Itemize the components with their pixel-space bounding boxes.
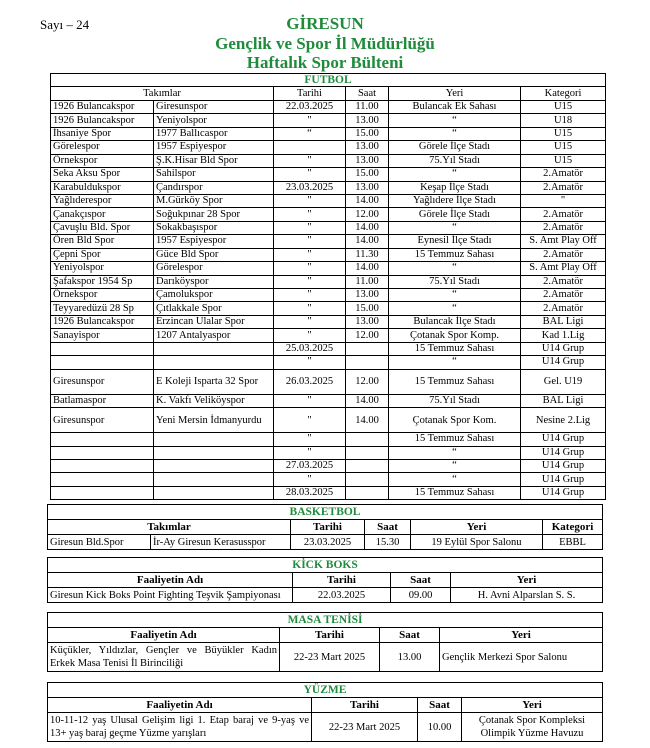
away-team [154, 446, 274, 459]
away-team: Yeni Mersin İdmanyurdu [154, 408, 274, 433]
col-date: Tarihi [280, 628, 380, 643]
match-place: 15 Temmuz Sahası [389, 248, 521, 261]
match-time: 14.00 [346, 194, 389, 207]
match-place: Bulancak İlçe Stadı [389, 315, 521, 328]
match-place: “ [389, 446, 521, 459]
match-category: 2.Amatör [521, 289, 606, 302]
match-date: " [274, 221, 346, 234]
match-date: " [274, 208, 346, 221]
match-time: 15.00 [346, 168, 389, 181]
home-team: Çepni Spor [51, 248, 154, 261]
match-date: " [274, 248, 346, 261]
table-row [51, 315, 606, 328]
match-place: “ [389, 114, 521, 127]
swimming-section-title: YÜZME [48, 683, 603, 698]
match-place: Yağlıdere İlçe Stadı [389, 194, 521, 207]
activity-name: 10-11-12 yaş Ulusal Gelişim ligi 1. Etap baraj ve 9-yaş ve 13+ yaş baraj geçme Yüzme yarışları [48, 713, 312, 742]
kickboxing-section-title: KİCK BOKS [48, 558, 603, 573]
table-row [51, 208, 606, 221]
match-time: 14.00 [346, 235, 389, 248]
match-category: U14 Grup [521, 356, 606, 369]
match-category: BAL Ligi [521, 315, 606, 328]
match-date: " [274, 154, 346, 167]
table-row [51, 433, 606, 446]
match-place: Keşap İlçe Stadı [389, 181, 521, 194]
match-date: " [274, 315, 346, 328]
col-activity: Faaliyetin Adı [48, 628, 280, 643]
match-place: “ [389, 302, 521, 315]
match-place: 75.Yıl Stadı [389, 394, 521, 407]
away-team [154, 342, 274, 355]
match-time: 13.00 [346, 114, 389, 127]
match-time: 13.00 [346, 154, 389, 167]
table-tennis-table [47, 612, 603, 672]
col-date: Tarihi [293, 573, 391, 588]
col-place: Yeri [389, 87, 521, 100]
match-place: Görele İlçe Stadı [389, 208, 521, 221]
home-team: Giresun Bld.Spor [48, 535, 151, 550]
home-team [51, 486, 154, 499]
match-time: 14.00 [346, 394, 389, 407]
match-time: 13.00 [346, 141, 389, 154]
away-team: Erzincan Ulalar Spor [154, 315, 274, 328]
match-time [346, 433, 389, 446]
match-time [346, 459, 389, 472]
match-date [274, 141, 346, 154]
match-category: 2.Amatör [521, 168, 606, 181]
away-team [154, 356, 274, 369]
basketball-section-title: BASKETBOL [48, 505, 603, 520]
away-team [154, 486, 274, 499]
away-team: M.Gürköy Spor [154, 194, 274, 207]
away-team: Çandırspor [154, 181, 274, 194]
match-date: " [274, 302, 346, 315]
match-time [346, 473, 389, 486]
col-teams: Takımlar [51, 87, 274, 100]
match-date: 26.03.2025 [274, 369, 346, 394]
match-date: " [274, 114, 346, 127]
home-team: İhsaniye Spor [51, 127, 154, 140]
match-date: " [274, 408, 346, 433]
match-time: 11.00 [346, 100, 389, 113]
activity-time: 10.00 [418, 713, 462, 742]
match-category: S. Amt Play Off [521, 235, 606, 248]
activity-date: 22-23 Mart 2025 [312, 713, 418, 742]
match-time [346, 342, 389, 355]
col-time: Saat [346, 87, 389, 100]
kickboxing-table [47, 557, 603, 603]
home-team [51, 446, 154, 459]
bulletin-title: Haftalık Spor Bülteni [246, 53, 404, 72]
match-date: 23.03.2025 [274, 181, 346, 194]
match-category: U15 [521, 154, 606, 167]
directorate-title: Gençlik ve Spor İl Müdürlüğü [215, 34, 435, 53]
away-team: Görelespor [154, 262, 274, 275]
match-category: Gel. U19 [521, 369, 606, 394]
home-team: 1926 Bulancakspor [51, 315, 154, 328]
col-teams: Takımlar [48, 520, 291, 535]
away-team: Yeniyolspor [154, 114, 274, 127]
match-date: " [274, 394, 346, 407]
table-row [51, 394, 606, 407]
match-date: 27.03.2025 [274, 459, 346, 472]
match-category: BAL Ligi [521, 394, 606, 407]
away-team: Ş.K.Hisar Bld Spor [154, 154, 274, 167]
match-place: “ [389, 459, 521, 472]
home-team [51, 459, 154, 472]
match-time: 14.00 [346, 221, 389, 234]
match-place: “ [389, 262, 521, 275]
activity-time: 13.00 [380, 643, 440, 672]
home-team: Çavuşlu Bld. Spor [51, 221, 154, 234]
match-place: Bulancak Ek Sahası [389, 100, 521, 113]
match-place: 19 Eylül Spor Salonu [411, 535, 543, 550]
match-category: U15 [521, 127, 606, 140]
col-activity: Faaliyetin Adı [48, 698, 312, 713]
table-row [51, 194, 606, 207]
match-time [346, 446, 389, 459]
table-row [51, 369, 606, 394]
away-team: 1977 Ballıcaspor [154, 127, 274, 140]
match-time: 12.00 [346, 208, 389, 221]
table-row [51, 275, 606, 288]
col-place: Yeri [411, 520, 543, 535]
match-place: Eynesil İlçe Stadı [389, 235, 521, 248]
match-category: 2.Amatör [521, 275, 606, 288]
table-row [48, 588, 603, 603]
match-date: “ [274, 127, 346, 140]
match-category: 2.Amatör [521, 221, 606, 234]
match-date: " [274, 433, 346, 446]
col-date: Tarihi [291, 520, 365, 535]
col-activity: Faaliyetin Adı [48, 573, 293, 588]
match-category: U14 Grup [521, 446, 606, 459]
issue-number: Sayı – 24 [40, 17, 90, 32]
home-team: Yağlıderespor [51, 194, 154, 207]
activity-name: Küçükler, Yıldızlar, Gençler ve Büyükler Kadın Erkek Masa Tenisi İl Birinciliği [48, 643, 280, 672]
col-time: Saat [380, 628, 440, 643]
match-category: " [521, 194, 606, 207]
match-category: U18 [521, 114, 606, 127]
away-team: 1207 Antalyaspor [154, 329, 274, 342]
home-team: Giresunspor [51, 408, 154, 433]
match-date: 28.03.2025 [274, 486, 346, 499]
match-category: Nesine 2.Lig [521, 408, 606, 433]
table-row [51, 446, 606, 459]
table-row [51, 356, 606, 369]
table-row [48, 535, 603, 550]
match-date: " [274, 289, 346, 302]
match-date: 22.03.2025 [274, 100, 346, 113]
match-place: “ [389, 473, 521, 486]
table-row [51, 302, 606, 315]
match-time: 15.00 [346, 127, 389, 140]
home-team: Teyyaredüzü 28 Sp [51, 302, 154, 315]
away-team: Darıköyspor [154, 275, 274, 288]
match-time: 14.00 [346, 262, 389, 275]
activity-date: 22.03.2025 [293, 588, 391, 603]
activity-time: 09.00 [391, 588, 451, 603]
activity-place: Gençlik Merkezi Spor Salonu [440, 643, 603, 672]
table-row [51, 127, 606, 140]
match-place: 75.Yıl Stadı [389, 154, 521, 167]
match-category: U14 Grup [521, 473, 606, 486]
table-row [51, 329, 606, 342]
home-team: Karabulduksp​or [51, 181, 154, 194]
col-category: Kategori [543, 520, 603, 535]
match-category: EBBL [543, 535, 603, 550]
table-tennis-section-title: MASA TENİSİ [48, 613, 603, 628]
home-team: Yeniyolspor [51, 262, 154, 275]
col-time: Saat [391, 573, 451, 588]
match-time: 15.30 [365, 535, 411, 550]
col-date: Tarihi [312, 698, 418, 713]
table-row [48, 643, 603, 672]
away-team: E Koleji Isparta 32 Spor [154, 369, 274, 394]
away-team: Soğukpınar 28 Spor [154, 208, 274, 221]
match-time: 13.00 [346, 315, 389, 328]
match-category: U14 Grup [521, 433, 606, 446]
col-category: Kategori [521, 87, 606, 100]
home-team [51, 342, 154, 355]
col-time: Saat [418, 698, 462, 713]
match-time: 15.00 [346, 302, 389, 315]
match-category: U14 Grup [521, 486, 606, 499]
match-category: 2.Amatör [521, 302, 606, 315]
home-team: Ören Bld Spor [51, 235, 154, 248]
basketball-table [47, 504, 603, 550]
match-time: 12.00 [346, 329, 389, 342]
away-team: Çıtlakkale Spor [154, 302, 274, 315]
table-row [51, 181, 606, 194]
home-team: Batlamaspor [51, 394, 154, 407]
match-place: 15 Temmuz Sahası [389, 433, 521, 446]
match-category: U15 [521, 141, 606, 154]
table-row [51, 100, 606, 113]
match-date: " [274, 329, 346, 342]
match-date: " [274, 473, 346, 486]
table-row [51, 114, 606, 127]
match-place: “ [389, 127, 521, 140]
away-team: Güce Bld Spor [154, 248, 274, 261]
home-team: Örnekspor [51, 289, 154, 302]
home-team [51, 433, 154, 446]
match-place: 15 Temmuz Sahası [389, 486, 521, 499]
table-row [51, 262, 606, 275]
match-time: 11.00 [346, 275, 389, 288]
away-team: 1957 Espiyespor [154, 235, 274, 248]
col-place: Yeri [440, 628, 603, 643]
match-date: " [274, 235, 346, 248]
match-time: 14.00 [346, 408, 389, 433]
match-time: 11.30 [346, 248, 389, 261]
table-row [51, 342, 606, 355]
table-row [51, 248, 606, 261]
match-date: " [274, 168, 346, 181]
match-category: Kad 1.Lig [521, 329, 606, 342]
away-team [154, 433, 274, 446]
away-team [154, 459, 274, 472]
match-category: U14 Grup [521, 459, 606, 472]
col-time: Saat [365, 520, 411, 535]
football-rows [51, 100, 606, 499]
away-team: Giresunspor [154, 100, 274, 113]
match-category: 2.Amatör [521, 248, 606, 261]
city-title: GİRESUN [286, 14, 364, 33]
match-date: " [274, 262, 346, 275]
match-date: 23.03.2025 [291, 535, 365, 550]
table-row [48, 713, 603, 742]
match-category: U14 Grup [521, 342, 606, 355]
away-team: 1957 Espiyespor [154, 141, 274, 154]
match-place: Çotanak Spor Komp. [389, 329, 521, 342]
match-date: " [274, 194, 346, 207]
home-team: 1926 Bulancakspor [51, 114, 154, 127]
table-row [51, 235, 606, 248]
home-team: Sanayispor [51, 329, 154, 342]
home-team [51, 473, 154, 486]
col-date: Tarihi [274, 87, 346, 100]
swimming-table [47, 682, 603, 742]
match-category: U15 [521, 100, 606, 113]
table-row [51, 141, 606, 154]
away-team: İr-Ay Giresun Kerasusspor [151, 535, 291, 550]
match-place: “ [389, 168, 521, 181]
away-team [154, 473, 274, 486]
home-team: Giresunspor [51, 369, 154, 394]
home-team: 1926 Bulancakspor [51, 100, 154, 113]
home-team: Çanakçıspor [51, 208, 154, 221]
table-row [51, 289, 606, 302]
match-category: 2.Amatör [521, 181, 606, 194]
home-team: Şafakspor 1954 Sp [51, 275, 154, 288]
away-team: K. Vakfı Veliköyspor [154, 394, 274, 407]
away-team: Çamolukspor [154, 289, 274, 302]
match-time [346, 356, 389, 369]
match-category: 2.Amatör [521, 208, 606, 221]
home-team: Seka Aksu Spor [51, 168, 154, 181]
match-time: 13.00 [346, 289, 389, 302]
match-time [346, 486, 389, 499]
activity-date: 22-23 Mart 2025 [280, 643, 380, 672]
match-date: 25.03.2025 [274, 342, 346, 355]
table-row [51, 221, 606, 234]
activity-place: Çotanak Spor Kompleksi Olimpik Yüzme Havuzu [462, 713, 603, 742]
table-row [51, 408, 606, 433]
match-time: 12.00 [346, 369, 389, 394]
activity-name: Giresun Kick Boks Point Fighting Teşvik Şampiyonası [48, 588, 293, 603]
match-category: S. Amt Play Off [521, 262, 606, 275]
match-date: " [274, 275, 346, 288]
match-place: “ [389, 289, 521, 302]
match-place: Çotanak Spor Kom. [389, 408, 521, 433]
football-table [50, 73, 606, 500]
col-place: Yeri [462, 698, 603, 713]
table-row [51, 168, 606, 181]
match-date: " [274, 446, 346, 459]
match-place: 75.Yıl Stadı [389, 275, 521, 288]
match-place: Görele İlçe Stadı [389, 141, 521, 154]
away-team: Sokakbaşıspor [154, 221, 274, 234]
table-row [51, 154, 606, 167]
match-place: 15 Temmuz Sahası [389, 342, 521, 355]
match-place: “ [389, 221, 521, 234]
table-row [51, 459, 606, 472]
match-date: " [274, 356, 346, 369]
match-time: 13.00 [346, 181, 389, 194]
match-place: “ [389, 356, 521, 369]
col-place: Yeri [451, 573, 603, 588]
home-team: Görelespor [51, 141, 154, 154]
away-team: Sahilspor [154, 168, 274, 181]
home-team [51, 356, 154, 369]
activity-place: H. Avni Alparslan S. S. [451, 588, 603, 603]
table-row [51, 473, 606, 486]
match-place: 15 Temmuz Sahası [389, 369, 521, 394]
home-team: Örnekspor [51, 154, 154, 167]
football-section-title: FUTBOL [51, 74, 606, 87]
table-row [51, 486, 606, 499]
